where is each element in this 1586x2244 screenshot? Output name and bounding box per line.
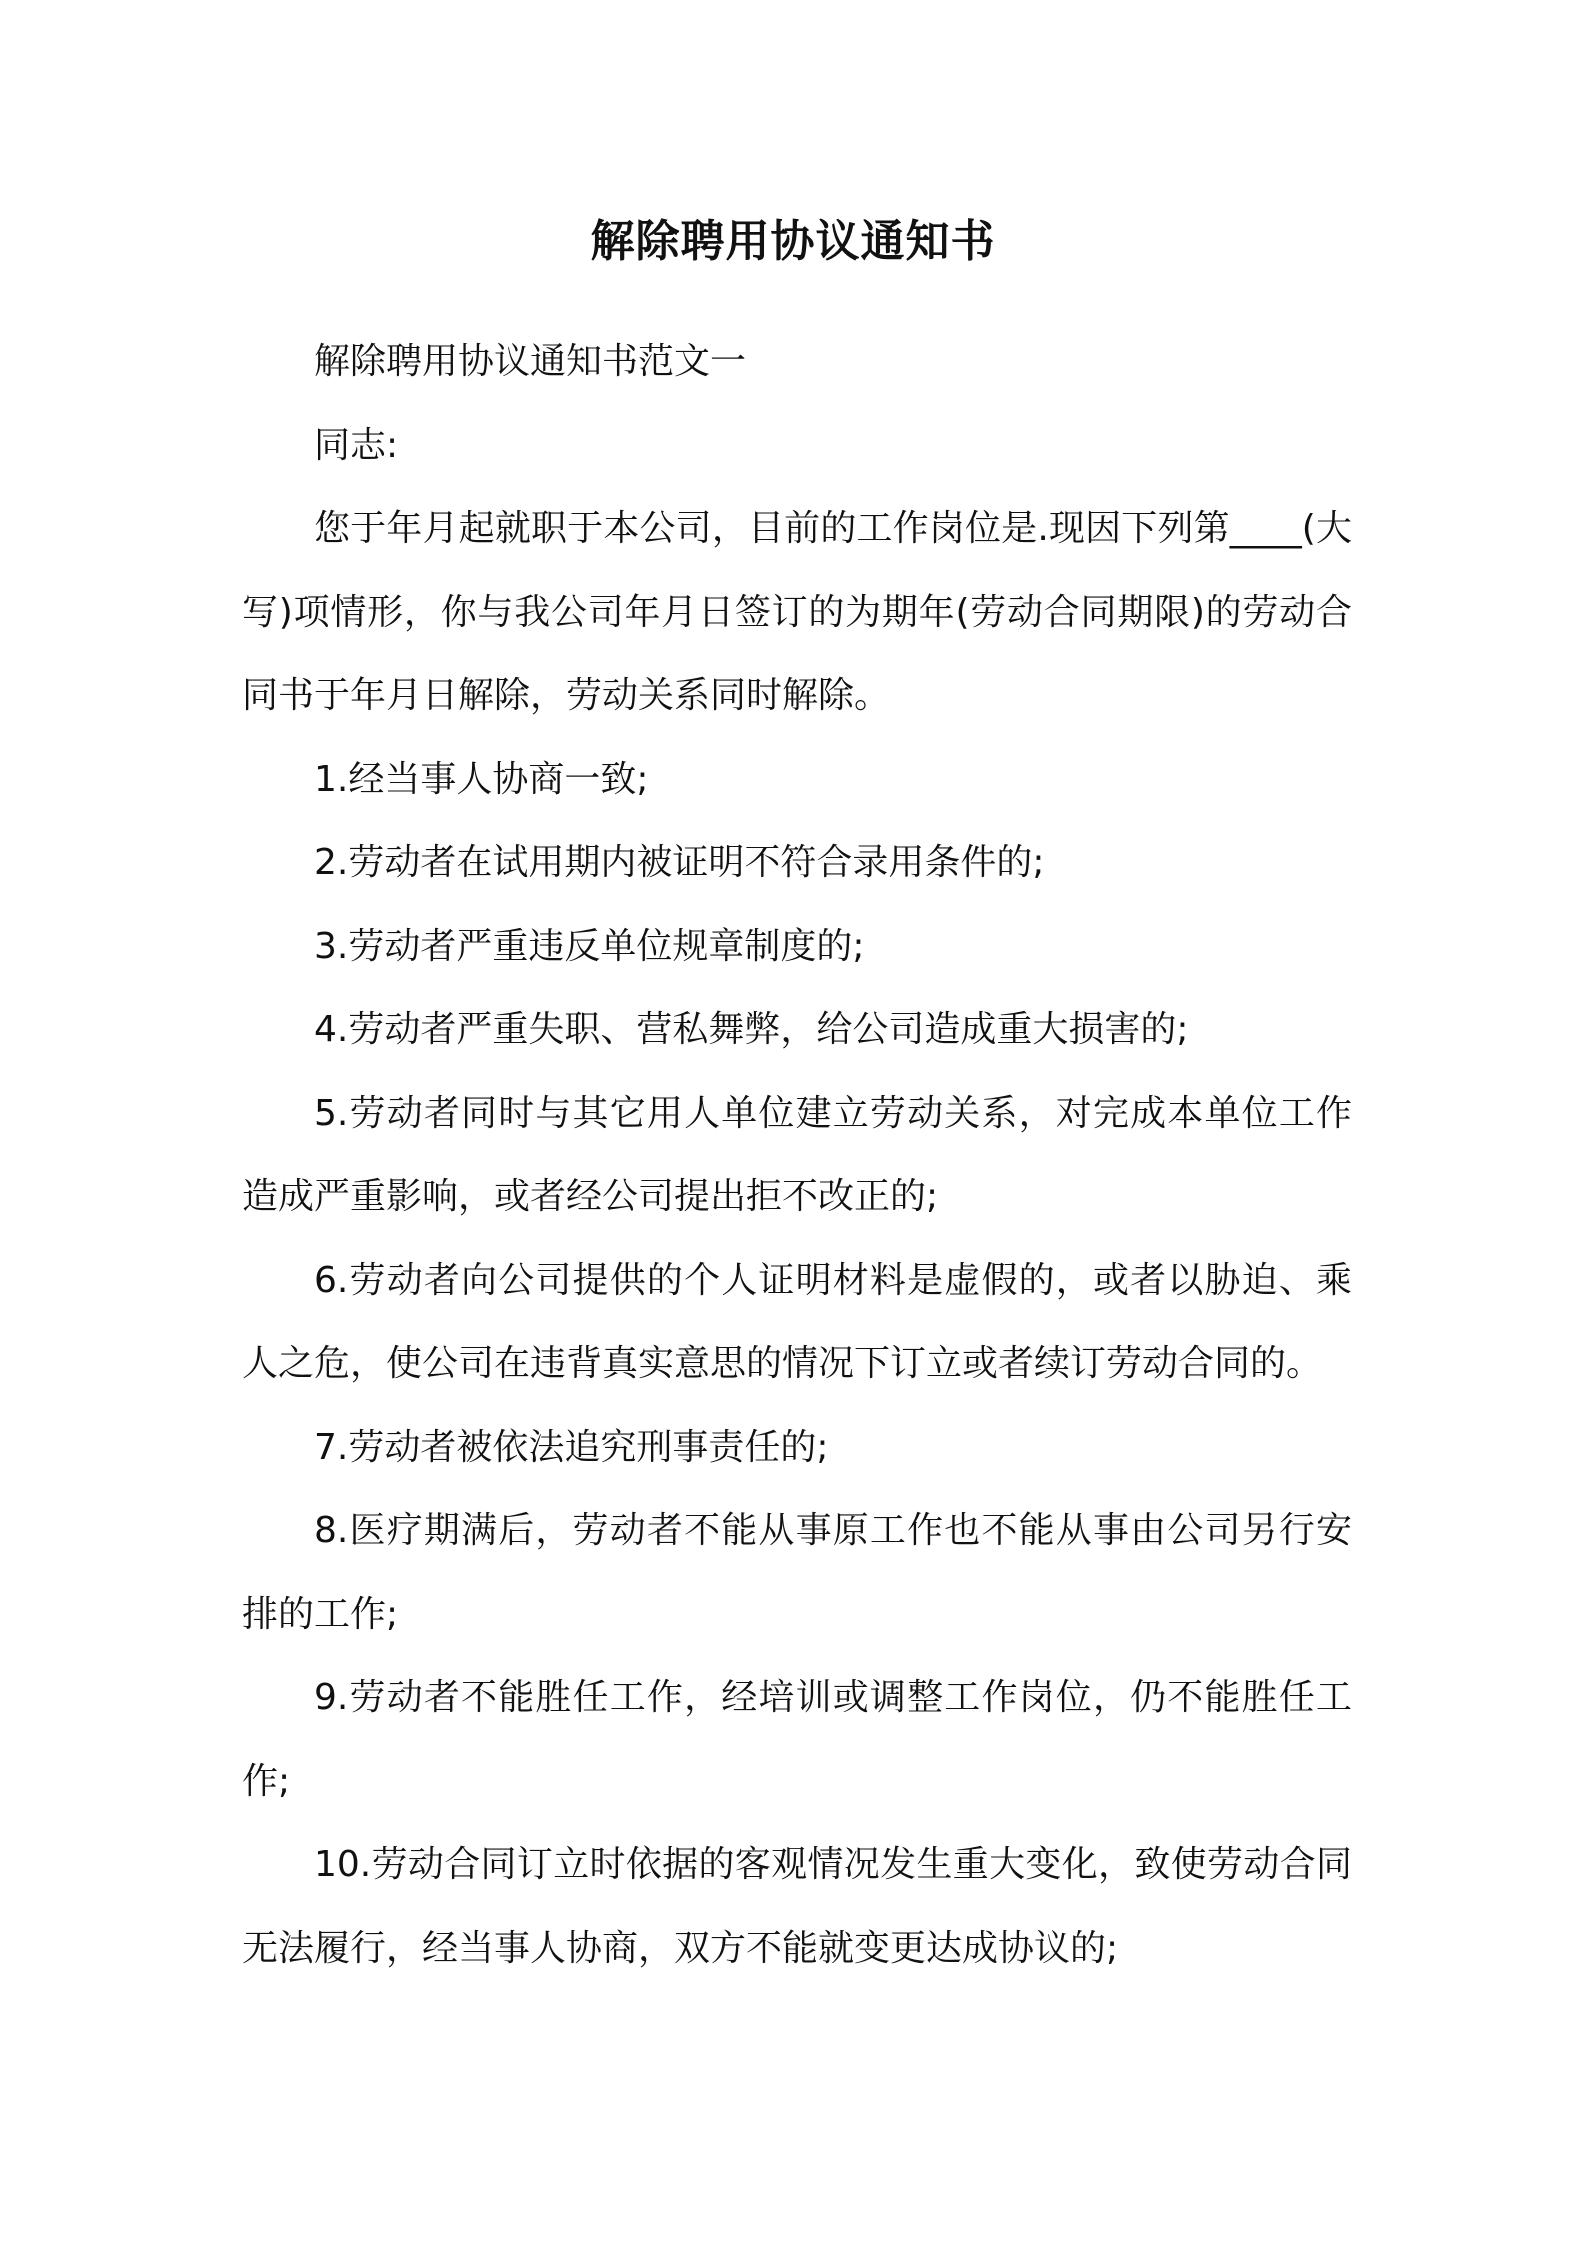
list-item: 2.劳动者在试用期内被证明不符合录用条件的; xyxy=(314,842,1045,883)
list-item: 4.劳动者严重失职、营私舞弊，给公司造成重大损害的; xyxy=(314,1009,1189,1050)
paragraph-notice: 您于年月起就职于本公司，目前的工作岗位是.现因下列第____(大写)项情形，你与我公司年月日签订的为期年(劳动合同期限)的劳动合同书于年月日解除，劳动关系同时解除。 xyxy=(242,508,1352,716)
document-body xyxy=(242,320,1352,1990)
list-item: 7.劳动者被依法追究刑事责任的; xyxy=(314,1426,829,1468)
list-item: 5.劳动者同时与其它用人单位建立劳动关系，对完成本单位工作造成严重影响，或者经公司提出拒不改正的; xyxy=(242,1092,1352,1217)
list-item: 3.劳动者严重违反单位规章制度的; xyxy=(314,925,865,967)
list-item: 8.医疗期满后，劳动者不能从事原工作也不能从事由公司另行安排的工作; xyxy=(242,1510,1352,1635)
paragraph-salutation: 同志: xyxy=(314,424,399,466)
document-title: 解除聘用协议通知书 xyxy=(590,216,996,267)
paragraph-subtitle: 解除聘用协议通知书范文一 xyxy=(314,341,747,382)
list-item: 1.经当事人协商一致; xyxy=(314,758,649,800)
list-item: 9.劳动者不能胜任工作，经培训或调整工作岗位，仍不能胜任工作; xyxy=(242,1677,1352,1802)
list-item: 6.劳动者向公司提供的个人证明材料是虚假的，或者以胁迫、乘人之危，使公司在违背真实意思的情况下订立或者续订劳动合同的。 xyxy=(242,1259,1352,1384)
list-item: 10.劳动合同订立时依据的客观情况发生重大变化，致使劳动合同无法履行，经当事人协商，双方不能就变更达成协议的; xyxy=(242,1844,1352,1969)
